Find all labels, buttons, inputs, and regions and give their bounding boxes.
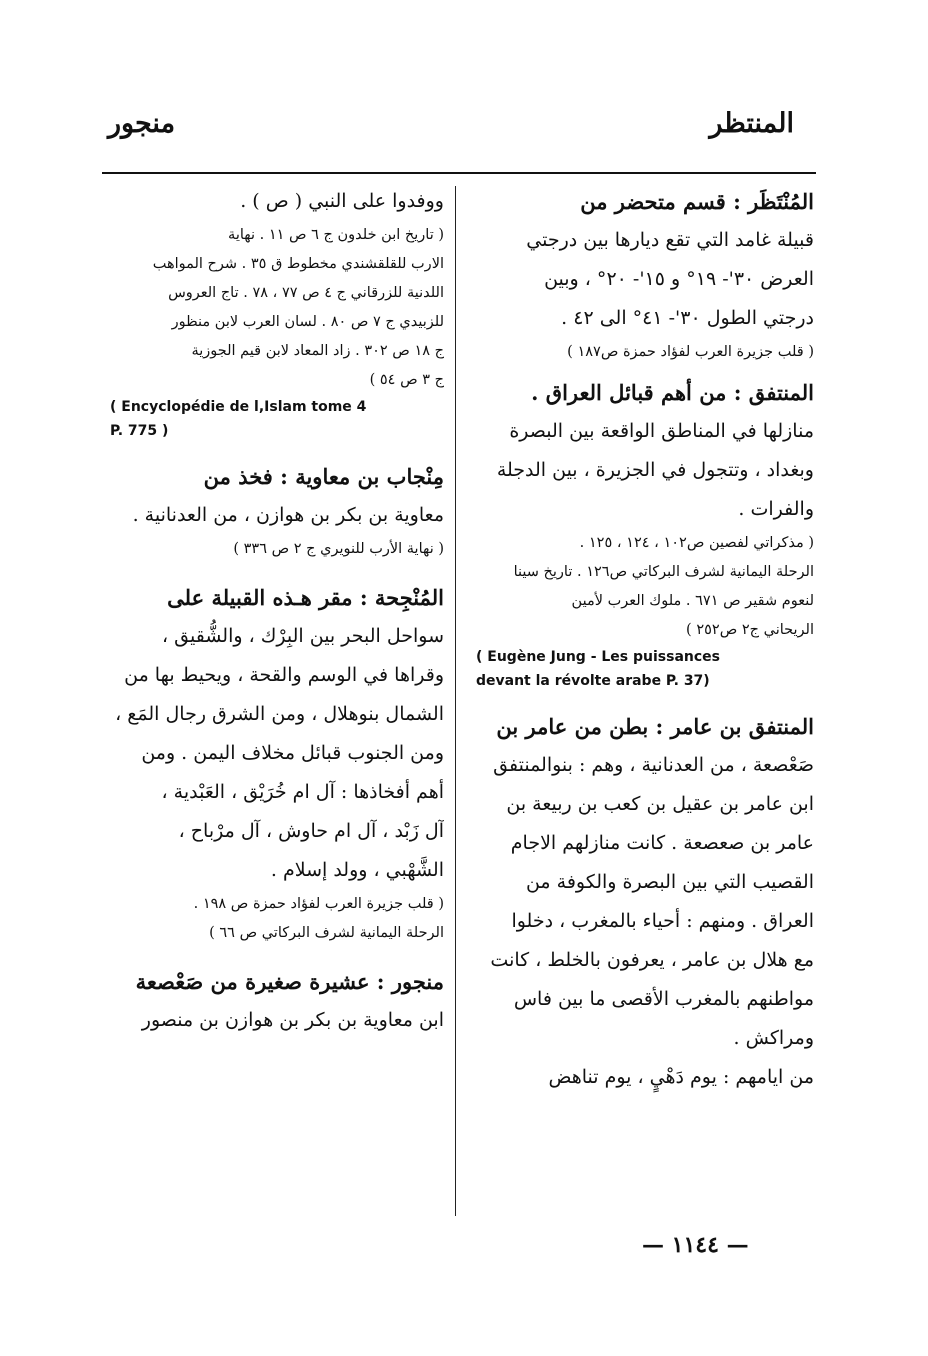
entry-continuation <box>102 182 444 443</box>
entry-line: وبغداد ، وتتجول في الجزيرة ، بين الدجلة <box>496 459 814 481</box>
entry-line: ووفدوا على النبي ( ص ) . <box>240 190 444 212</box>
entry-line: درجتي الطول ٣٠'- ٤١° الى ٤٢ . <box>561 307 814 329</box>
entry-al-muntafiq <box>468 373 814 693</box>
reference-line: ج ١٨ ص ٣٠٢ . زاد المعاد لابن قيم الجوزية <box>191 343 444 359</box>
reference-line: للزبيدي ج ٧ ص ٨٠ . لسان العرب لابن منظور <box>171 314 444 330</box>
reference-line: اللدنية للزرقاني ج ٤ ص ٧٧ ، ٧٨ . تاج العروس <box>168 285 444 301</box>
column-divider <box>455 186 456 1216</box>
reference-line: ( تاريخ ابن خلدون ج ٦ ص ١١ . نهاية <box>228 227 444 243</box>
entry-al-munjiha <box>102 578 444 948</box>
entry-minjab-bin-muawiya <box>102 457 444 564</box>
entry-line: معاوية بن بكر بن هوازن ، من العدنانية . <box>132 504 444 526</box>
latin-reference-line: devant la révolte arabe P. 37) <box>476 673 710 689</box>
entry-line: مواطنهم بالمغرب الأقصى ما بين فاس <box>513 988 814 1010</box>
reference-line: لنعوم شقير ص ٦٧١ . ملوك العرب لأمين <box>571 593 814 609</box>
entry-line: صَعْصعة ، من العدنانية ، وهم : بنوالمنتفق <box>493 754 814 776</box>
header-rule <box>102 172 816 174</box>
entry-al-muntafiq-bin-amir <box>468 707 814 1097</box>
entry-line: المنتفق بن عامر : بطن من عامر بن <box>496 714 814 739</box>
reference-line: ( نهاية الأرب للنويري ج ٢ ص ٣٣٦ ) <box>233 541 444 557</box>
entry-line: ابن معاوية بن بكر بن هوازن بن منصور <box>141 1009 444 1031</box>
entry-line: العراق . ومنهم : أحياء بالمغرب ، دخلوا <box>511 910 814 932</box>
latin-reference-line: ( Encyclopédie de l,Islam tome 4 <box>110 399 367 415</box>
entry-line: عامر بن صعصعة . كانت منازلهم الاجام <box>510 832 814 854</box>
reference-line: الارب للقلقشندي مخطوط ق ٣٥ . شرح المواهب <box>152 256 444 272</box>
reference-line: ج ٣ ص ٥٤ ) <box>369 372 444 388</box>
latin-reference-line: P. 775 ) <box>110 423 169 439</box>
entry-line: ابن عامر بن عقيل بن كعب بن ربيعة بن <box>506 793 814 815</box>
entry-line: منجور : عشيرة صغيرة من صَعْصعة <box>135 969 444 994</box>
right-column <box>468 182 814 1097</box>
entry-line: المُنْتَظَر : قسم متحضر من <box>580 189 814 214</box>
entry-line: الشمال بنوهلال ، ومن الشرق رجال المَع ، <box>115 703 444 725</box>
entry-line: والفرات . <box>738 498 814 520</box>
entry-line: المُنْجِحة : مقر هـذه القبيلة على <box>167 585 444 610</box>
page-number: — ١١٤٤ — <box>642 1232 749 1258</box>
entry-line: ومراكش . <box>733 1027 814 1049</box>
left-column <box>102 182 444 1040</box>
entry-line: المنتفق : من أهم قبائل العراق . <box>531 380 814 405</box>
entry-line: أهم أفخاذها : آل ام خُرَيْق ، العَبْدية ، <box>161 781 444 803</box>
reference-line: ( مذكراتي لفصين ص١٠٢ ، ١٢٤ ، ١٢٥ . <box>579 535 814 551</box>
reference-line: ( قلب جزيرة العرب لفؤاد حمزة ص١٨٧ ) <box>567 344 814 360</box>
entry-line: سواحل البحر بين البِرْك ، والشُّقيق ، <box>161 625 444 647</box>
entry-line: ومن الجنوب قبائل مخلاف اليمن . ومن <box>141 742 444 764</box>
entry-line: آل زَبْد ، آل ام حاوش ، آل مرْباح ، <box>178 820 444 842</box>
entry-manjur <box>102 962 444 1040</box>
running-head-right: المنتظر <box>709 108 794 139</box>
entry-line: منازلها في المناطق الواقعة بين البصرة <box>509 420 814 442</box>
entry-line: قبيلة غامد التي تقع ديارها بين درجتي <box>526 229 814 251</box>
reference-line: ( قلب جزيرة العرب لفؤاد حمزة ص ١٩٨ . <box>193 896 444 912</box>
entry-line: مِنْجاب بن معاوية : فخذ من <box>203 464 444 489</box>
entry-line: العرض ٣٠'- ١٩° و ١٥'- ٢٠° ، وبين <box>544 268 814 290</box>
entry-line: وقراها في الوسم والقحة ، ويحيط بها من <box>124 664 444 686</box>
entry-line: القصيب التي بين البصرة والكوفة من <box>525 871 814 893</box>
reference-line: الرحلة اليمانية لشرف البركاتي ص ٦٦ ) <box>209 925 444 941</box>
entry-line: من ايامهم : يوم دَهْيٍ ، يوم تناهض <box>548 1066 814 1088</box>
running-head-left: منجور <box>108 108 176 139</box>
entry-line: الشَّهْبي ، وولد إسلام . <box>270 859 444 881</box>
latin-reference-line: ( Eugène Jung - Les puissances <box>476 649 720 665</box>
entry-line: مع هلال بن عامر ، يعرفون بالخلط ، كانت <box>490 949 814 971</box>
reference-line: الرحلة اليمانية لشرف البركاتي ص١٢٦ . تاريخ سينا <box>513 564 814 580</box>
entry-al-muntazar <box>468 182 814 367</box>
reference-line: الريحاني ج٢ ص٢٥٢ ) <box>686 622 814 638</box>
